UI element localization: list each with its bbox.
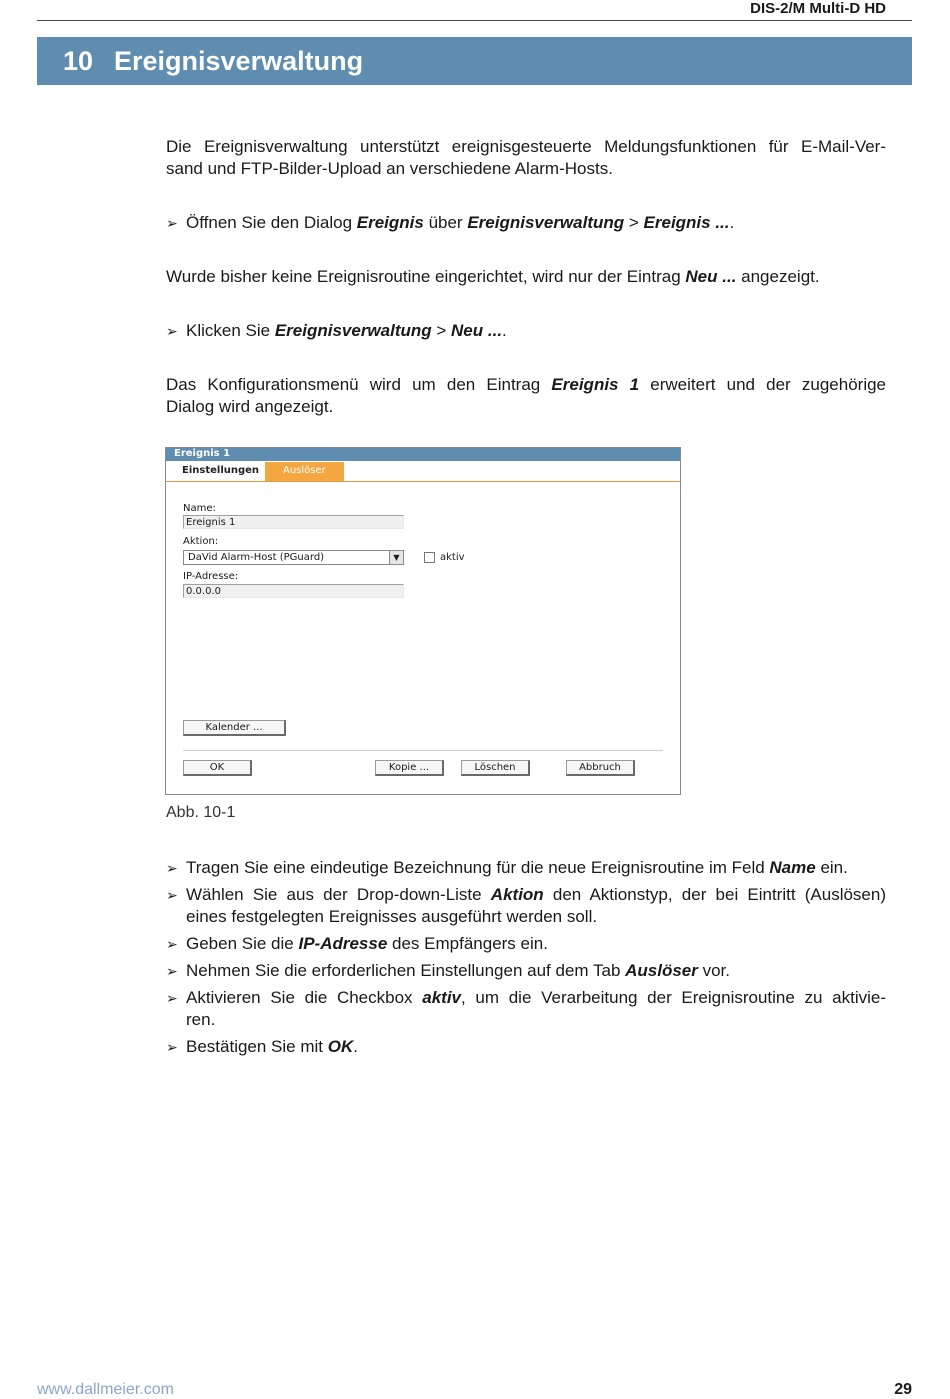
arrow-bullet-icon: ➢: [166, 215, 178, 231]
text-run: >: [431, 321, 452, 340]
arrow-bullet-icon: ➢: [166, 990, 178, 1006]
emphasis-run: Ereignisverwaltung: [467, 213, 625, 232]
action-select[interactable]: [183, 550, 404, 565]
arrow-bullet-icon: ➢: [166, 963, 178, 979]
bullet-text: [186, 960, 886, 982]
footer-url-link[interactable]: www.dallmeier.com: [37, 1381, 174, 1398]
text-run: Nehmen Sie die erforderlichen Einstellungen auf dem Tab: [186, 961, 626, 980]
emphasis-run: Ereignis ...: [643, 213, 730, 232]
bullet-text-line-1: [186, 884, 886, 906]
emphasis-run: OK: [327, 1037, 354, 1056]
intro-line-1: Die Ereignisverwaltung unterstützt ereignisgesteuerte Meldungsfunktionen für E-Mail-Ver-: [166, 137, 886, 156]
text-run: Bestätigen Sie mit: [186, 1037, 328, 1056]
text-run: Das Konfigurationsmenü wird um den Eintrag: [166, 375, 552, 394]
dialog-title: Ereignis 1: [174, 448, 231, 459]
text-run: .: [353, 1037, 358, 1056]
paragraph-menu-line-2: Dialog wird angezeigt.: [166, 397, 334, 416]
tab-label: Einstellungen: [182, 465, 260, 476]
text-run: Aktivieren Sie die Checkbox: [186, 988, 423, 1007]
arrow-bullet-icon: ➢: [166, 1039, 178, 1055]
paragraph-menu-line-1: [166, 374, 886, 396]
bullet-active: [166, 987, 886, 1031]
text-run: den Aktionstyp, der bei Eintritt (Auslösen): [543, 885, 887, 904]
text-run: angezeigt.: [736, 267, 820, 286]
document-header-title: DIS-2/M Multi-D HD: [750, 0, 886, 17]
action-selected-value: DaVid Alarm-Host (PGuard): [188, 552, 325, 563]
bullet-text-line-2: eines festgelegten Ereignisses ausgeführt werden soll.: [186, 907, 598, 926]
step-text: [186, 320, 886, 342]
text-run: über: [423, 213, 468, 232]
bullet-text-line-1: [186, 987, 886, 1009]
header-rule: [37, 20, 912, 21]
emphasis-run: Auslöser: [625, 961, 698, 980]
button-separator: [183, 750, 663, 751]
text-run: >: [624, 213, 644, 232]
emphasis-run: Aktion: [490, 885, 544, 904]
text-run: Wählen Sie aus der Drop-down-Liste: [186, 885, 491, 904]
emphasis-run: Ereignis: [356, 213, 424, 232]
text-run: , um die Verarbeitung der Ereignisroutine zu aktivie-: [461, 988, 887, 1007]
text-run: ein.: [815, 858, 848, 877]
chapter-heading: [37, 37, 912, 85]
name-input[interactable]: Ereignis 1: [183, 515, 404, 529]
event-dialog-screenshot: [165, 447, 681, 795]
delete-button[interactable]: Löschen: [461, 760, 530, 776]
active-checkbox[interactable]: [424, 552, 435, 563]
dialog-title-bar: [166, 448, 680, 461]
tab-trigger[interactable]: [265, 462, 344, 481]
emphasis-run: aktiv: [422, 988, 461, 1007]
text-run: .: [729, 213, 735, 232]
chapter-title: Ereignisverwaltung: [114, 46, 364, 76]
emphasis-run: Neu ...: [451, 321, 503, 340]
bullet-text-line-2: ren.: [186, 1010, 216, 1029]
emphasis-run: Neu ...: [685, 267, 737, 286]
ok-button[interactable]: OK: [183, 760, 252, 776]
name-label: Name:: [183, 503, 216, 514]
step-text: [186, 212, 886, 234]
bullet-action: [166, 884, 886, 928]
text-run: Wurde bisher keine Ereignisroutine eingerichtet, wird nur der Eintrag: [166, 267, 686, 286]
arrow-bullet-icon: ➢: [166, 323, 178, 339]
text-run: vor.: [697, 961, 730, 980]
paragraph-no-routine: [166, 266, 886, 288]
text-run: Öffnen Sie den Dialog: [186, 213, 357, 232]
text-run: des Empfängers ein.: [387, 934, 548, 953]
emphasis-run: Ereignis 1: [551, 375, 640, 394]
text-run: Klicken Sie: [186, 321, 275, 340]
bullet-text: [186, 857, 886, 879]
emphasis-run: Ereignisverwaltung: [274, 321, 432, 340]
chapter-number: 10: [63, 46, 94, 76]
page-number: 29: [894, 1381, 912, 1398]
emphasis-run: Name: [769, 858, 816, 877]
arrow-bullet-icon: ➢: [166, 936, 178, 952]
text-run: Geben Sie die: [186, 934, 299, 953]
chevron-down-icon[interactable]: ▼: [389, 551, 403, 564]
text-run: Tragen Sie eine eindeutige Bezeichnung für die neue Ereignisroutine im Feld: [186, 858, 770, 877]
emphasis-run: IP-Adresse: [298, 934, 388, 953]
intro-line-2: sand und FTP-Bilder-Upload an verschiedene Alarm-Hosts.: [166, 159, 613, 178]
bullet-text: [186, 933, 886, 955]
tab-label: Auslöser: [283, 465, 326, 476]
ip-address-label: IP-Adresse:: [183, 571, 239, 582]
cancel-button[interactable]: Abbruch: [566, 760, 635, 776]
action-label: Aktion:: [183, 536, 219, 547]
tab-settings[interactable]: [166, 462, 265, 481]
copy-button[interactable]: Kopie ...: [375, 760, 444, 776]
text-run: .: [502, 321, 507, 340]
text-run: erweitert und der zugehörige: [639, 375, 887, 394]
ip-address-input[interactable]: 0.0.0.0: [183, 584, 404, 598]
active-label: aktiv: [440, 552, 465, 563]
arrow-bullet-icon: ➢: [166, 860, 178, 876]
arrow-bullet-icon: ➢: [166, 887, 178, 903]
dialog-tab-row: [166, 462, 680, 482]
figure-caption: Abb. 10-1: [166, 804, 236, 821]
bullet-text: [186, 1036, 886, 1058]
calendar-button[interactable]: Kalender ...: [183, 720, 286, 736]
